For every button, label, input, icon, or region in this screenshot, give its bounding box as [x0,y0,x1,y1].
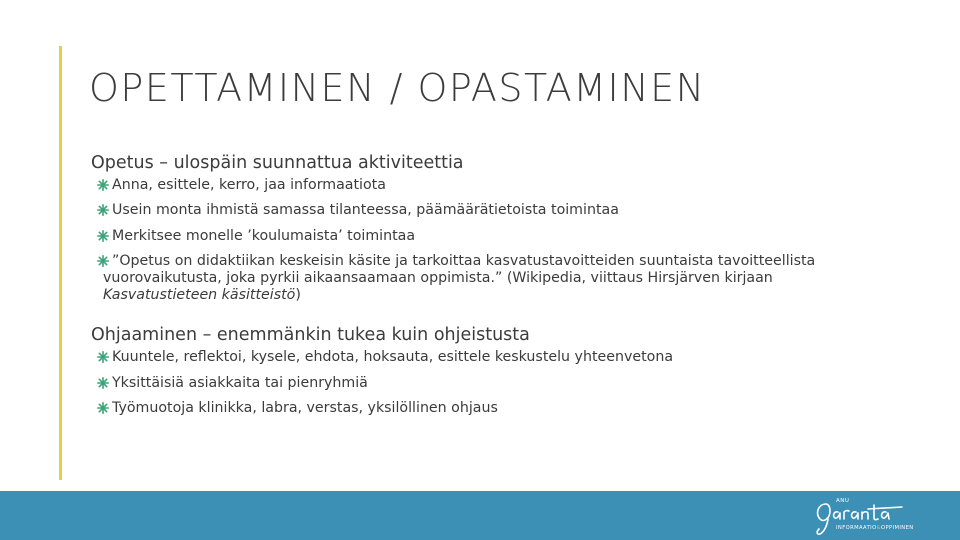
list-item [97,177,891,194]
book-title: Kasvatustieteen käsitteistö [103,287,296,304]
list-item-quote [97,253,891,304]
starburst-bullet-icon [97,255,109,267]
list-item [97,202,891,219]
list-item [97,375,891,392]
starburst-bullet-icon [97,204,109,216]
logo-prefix: ANU [836,498,850,504]
bullet-text: Anna, esittele, kerro, jaa informaatiota [112,177,386,193]
bullet-text: Kuuntele, reflektoi, kysele, ehdota, hoksauta, esittele keskustelu yhteenvetona [112,349,674,366]
ojaranta-logo-icon [812,492,932,538]
slide-content [91,152,891,425]
accent-bar [59,46,62,480]
bullet-list-opetus [91,177,891,304]
starburst-bullet-icon [97,377,109,389]
logo-tagline-amp: & [876,525,882,531]
starburst-bullet-icon [97,402,109,414]
quote-line-2: vuorovaikutusta, joka pyrkii aikaansaamaan oppimista.” (Wikipedia, viittaus Hirsjärven kirjaan [103,270,773,287]
bullet-text: Usein monta ihmistä samassa tilanteessa, päämäärätietoista toimintaa [112,202,619,219]
section-heading-opetus: Opetus – ulospäin suunnattua aktiviteettia [91,153,464,173]
starburst-bullet-icon [97,351,109,363]
list-item [97,349,891,366]
starburst-bullet-icon [97,230,109,242]
logo-tagline-right: OPPIMINEN [881,525,914,531]
bullet-text: Yksittäisiä asiakkaita tai pienryhmiä [112,374,368,391]
slide-title: OPETTAMINEN / OPASTAMINEN [89,66,706,110]
logo-tagline [836,525,914,531]
starburst-bullet-icon [97,179,109,191]
bullet-text: Merkitsee monelle ’koulumaista’ toimintaa [112,227,416,244]
section-heading-ohjaaminen: Ohjaaminen – enemmänkin tukea kuin ohjeistusta [91,325,530,346]
bullet-list-ohjaaminen [91,349,891,417]
quote-line-1: ”Opetus on didaktiikan keskeisin käsite ja tarkoittaa kasvatustavoitteiden suuntaista tavoitteellista [112,253,816,270]
list-item [97,400,891,417]
bullet-text: Työmuotoja klinikka, labra, verstas, yksilöllinen ohjaus [112,399,498,416]
quote-line-3 [103,287,891,304]
list-item [97,228,891,245]
logo-tagline-left: INFORMAATIO [836,525,877,531]
quote-closing: ) [295,287,301,304]
